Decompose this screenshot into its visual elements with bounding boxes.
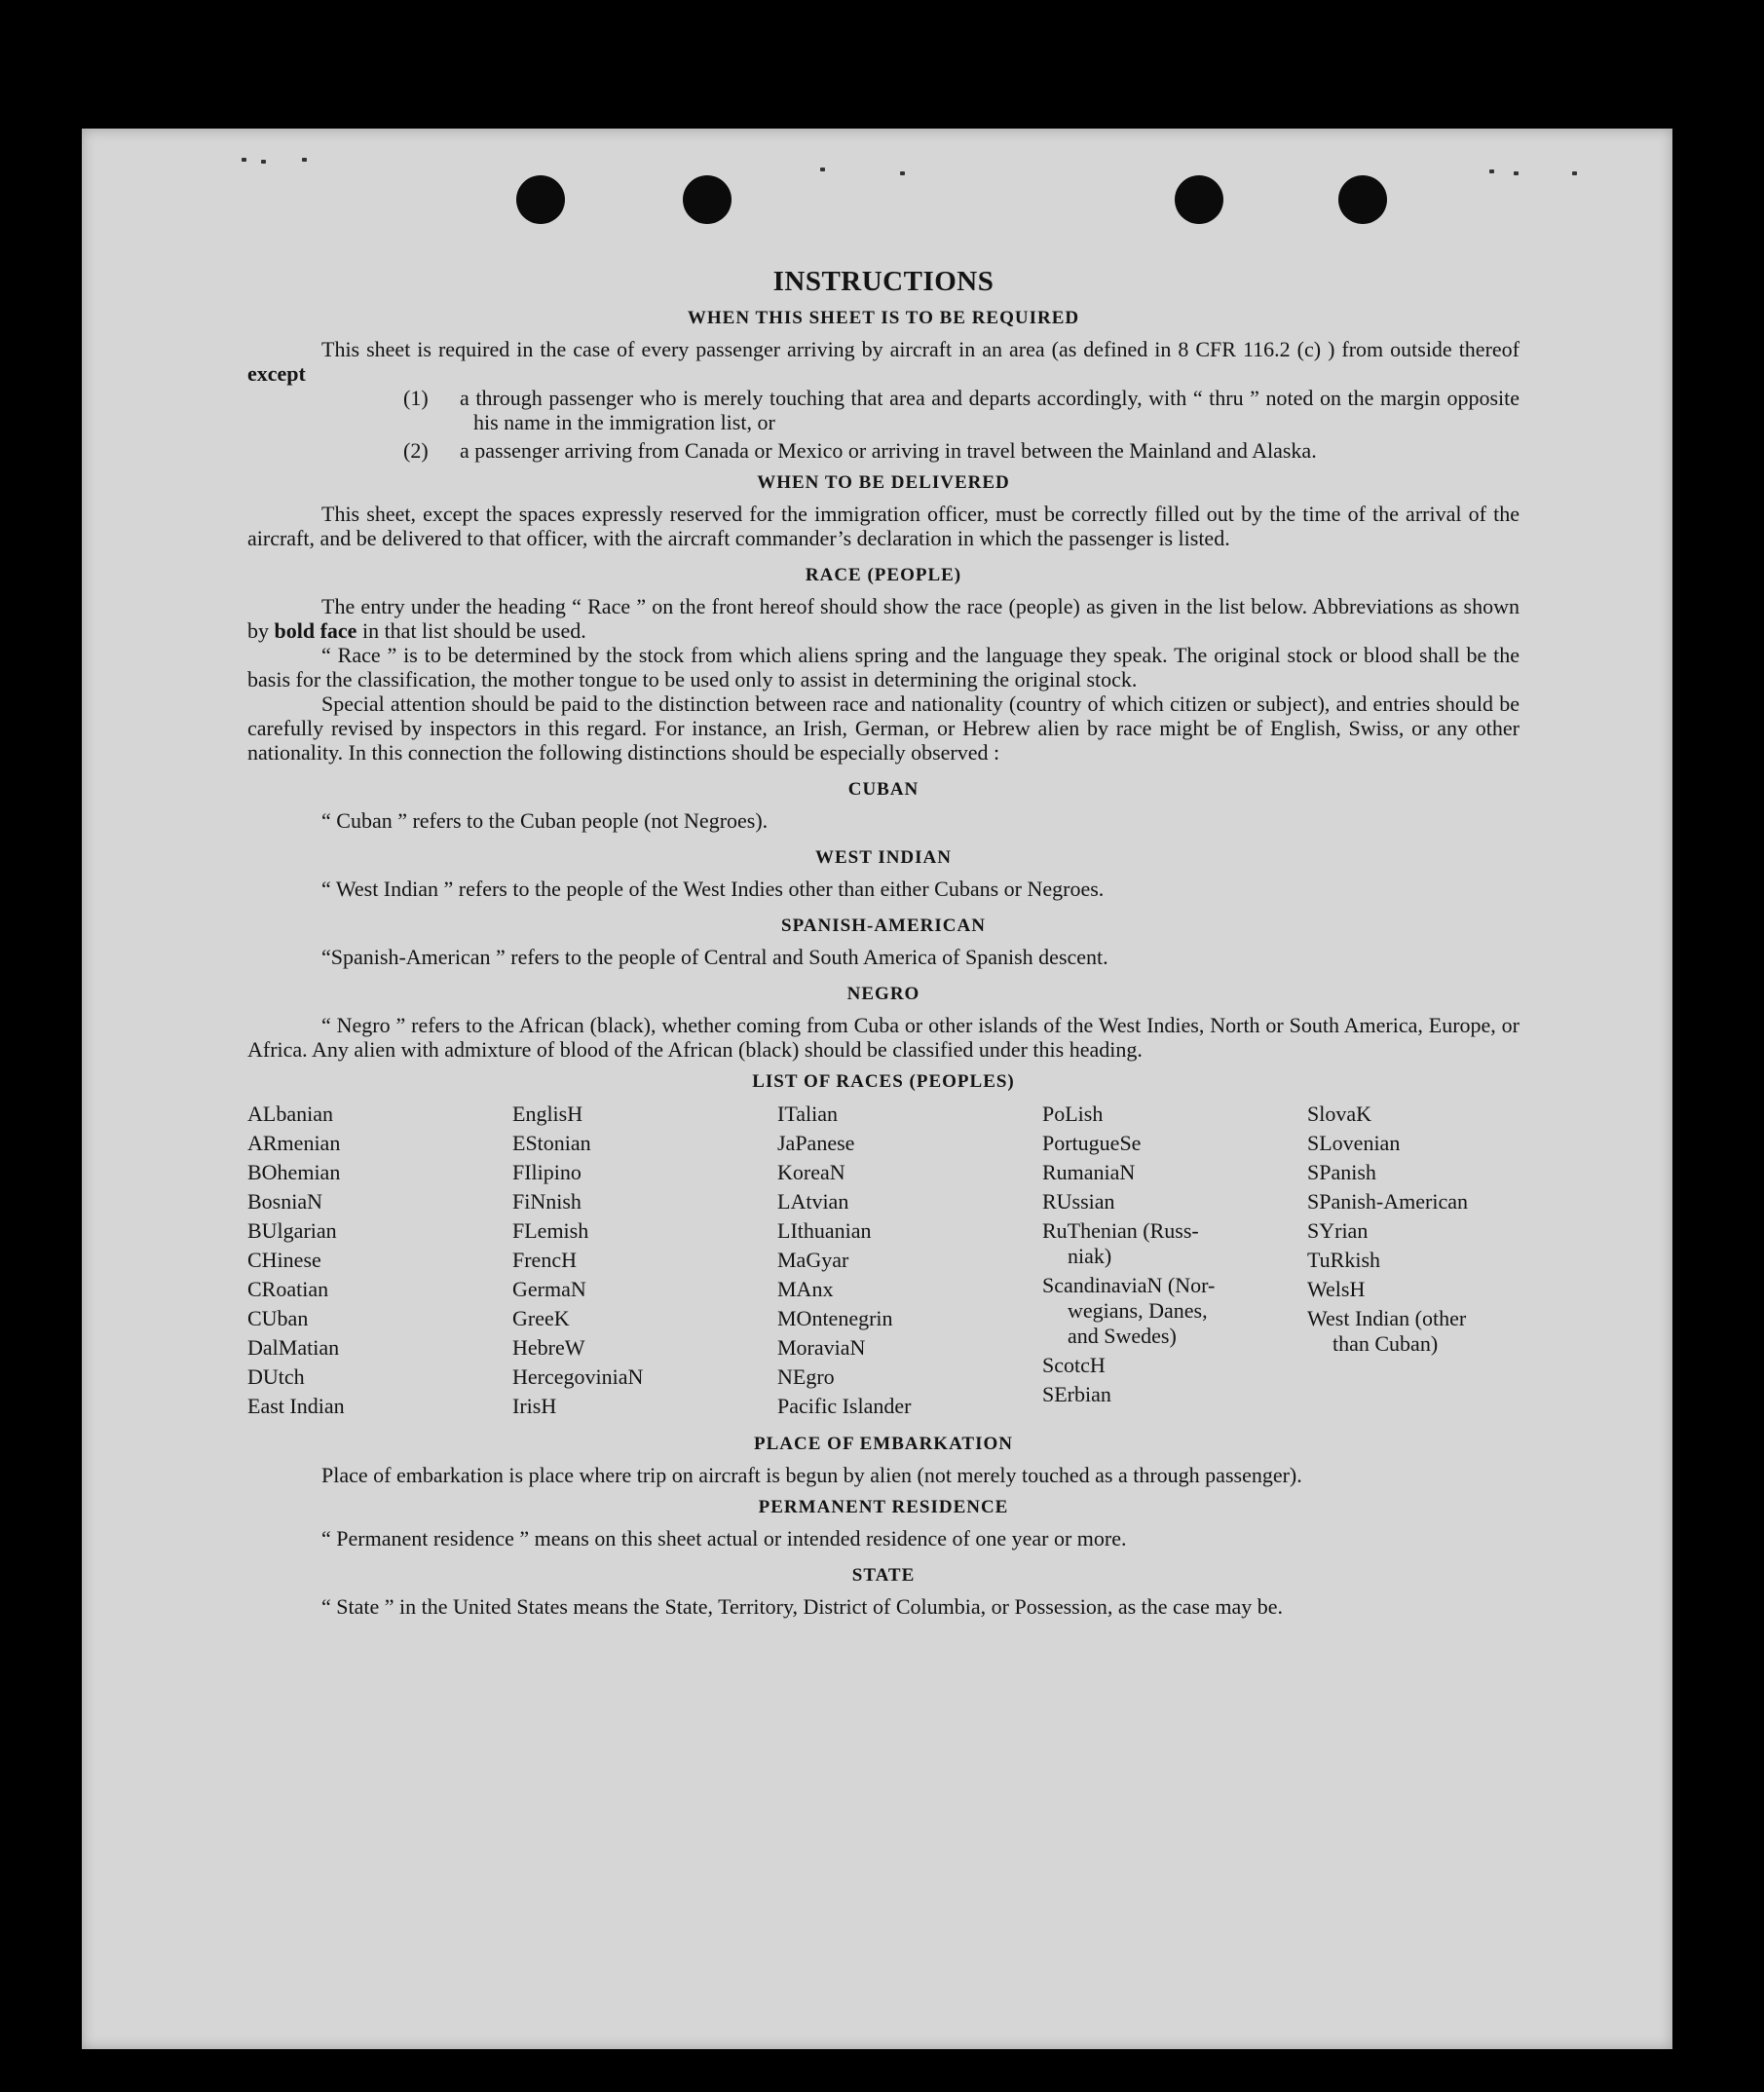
heading-list-of-races: LIST OF RACES (PEOPLES) — [752, 1071, 1015, 1092]
race-entry — [777, 1189, 1042, 1214]
race-column — [1042, 1102, 1307, 1423]
race-entry-text: West Indian (other — [1307, 1306, 1467, 1330]
race-entry — [777, 1335, 1042, 1361]
race-entry-text: SPanish-American — [1307, 1189, 1468, 1214]
race-entry — [1042, 1189, 1307, 1214]
race-entry — [1042, 1382, 1307, 1407]
race-entry — [247, 1335, 512, 1361]
race-column — [777, 1102, 1042, 1423]
race-entry — [1042, 1160, 1307, 1185]
race-entry-text: JaPanese — [777, 1131, 855, 1155]
instructions-body — [247, 265, 1520, 1619]
speck — [820, 168, 825, 171]
race-entry — [512, 1189, 777, 1214]
heading-when-required: WHEN THIS SHEET IS TO BE REQUIRED — [687, 308, 1080, 328]
race-entry — [1307, 1218, 1520, 1244]
race-text-bold: bold face — [274, 618, 357, 643]
race-entry — [1042, 1218, 1307, 1269]
race-entry-text: BUlgarian — [247, 1218, 337, 1243]
race-entry — [777, 1102, 1042, 1127]
race-entry — [512, 1248, 777, 1273]
paragraph-negro: “ Negro ” refers to the African (black), whether coming from Cuba or other islands of the West Indies, North or South America, Europe, or Africa. Any alien with admixture of blood of the African (black) should be classified under this heading. — [247, 1013, 1520, 1062]
race-text-before: The entry under the heading “ Race ” on the front hereof should show the race (people) as given in the list below. Abbreviations as shown by — [247, 594, 1520, 643]
race-entry — [777, 1248, 1042, 1273]
race-entry-text: RuThenian (Russ- — [1042, 1218, 1199, 1243]
race-entry-text: MOntenegrin — [777, 1306, 893, 1330]
race-entry-text: HercegoviniaN — [512, 1364, 644, 1389]
race-entry — [247, 1189, 512, 1214]
race-entry-text: IrisH — [512, 1394, 557, 1418]
race-entry-text: NEgro — [777, 1364, 835, 1389]
punch-hole — [683, 175, 732, 224]
race-entry-text: LIthuanian — [777, 1218, 872, 1243]
race-entry-text: PoLish — [1042, 1102, 1104, 1126]
speck — [1489, 169, 1494, 173]
race-column — [1307, 1102, 1520, 1423]
race-entry — [1042, 1353, 1307, 1378]
race-entry — [512, 1218, 777, 1244]
race-entry-text: CHinese — [247, 1248, 321, 1272]
race-entry-text: Pacific Islander — [777, 1394, 912, 1418]
race-list — [247, 1102, 1520, 1423]
race-column — [512, 1102, 777, 1423]
paragraph-embarkation: Place of embarkation is place where trip on aircraft is begun by alien (not merely touched as a through passenger). — [321, 1463, 1302, 1487]
race-entry — [512, 1306, 777, 1331]
race-entry — [777, 1131, 1042, 1156]
race-entry — [777, 1306, 1042, 1331]
speck — [302, 158, 307, 162]
race-entry-text: GreeK — [512, 1306, 570, 1330]
paragraph-permanent-residence: “ Permanent residence ” means on this sheet actual or intended residence of one year or more. — [321, 1526, 1127, 1550]
race-entry-text: ALbanian — [247, 1102, 333, 1126]
punch-hole — [516, 175, 565, 224]
paragraph-when-required — [247, 337, 1520, 386]
item-number: (1) — [403, 386, 429, 410]
race-entry-text: RUssian — [1042, 1189, 1115, 1214]
race-entry-text: niak) — [1068, 1244, 1112, 1268]
race-entry — [512, 1394, 777, 1419]
paragraph-state: “ State ” in the United States means the State, Territory, District of Columbia, or Possession, as the case may be. — [321, 1594, 1284, 1619]
paragraph-when-delivered: This sheet, except the spaces expressly reserved for the immigration officer, must be correctly filled out by the time of the arrival of the aircraft, and be delivered to that officer, with the aircraft commander’s declaration in which the passenger is listed. — [247, 502, 1520, 550]
speck — [242, 158, 246, 162]
race-entry-text: SPanish — [1307, 1160, 1376, 1184]
speck — [900, 171, 905, 175]
race-entry-text: BOhemian — [247, 1160, 341, 1184]
race-entry-text: FIlipino — [512, 1160, 582, 1184]
race-entry — [247, 1394, 512, 1419]
race-entry-text: than Cuban) — [1332, 1331, 1439, 1356]
race-entry — [247, 1218, 512, 1244]
race-entry — [777, 1277, 1042, 1302]
race-entry — [1307, 1248, 1520, 1273]
race-entry — [247, 1248, 512, 1273]
race-column — [247, 1102, 512, 1423]
race-entry — [1307, 1102, 1520, 1127]
race-entry-text: wegians, Danes, — [1068, 1298, 1208, 1323]
race-entry-text: SYrian — [1307, 1218, 1369, 1243]
speck — [1572, 171, 1577, 175]
race-entry — [1307, 1160, 1520, 1185]
race-entry — [512, 1335, 777, 1361]
race-entry-text: EnglisH — [512, 1102, 583, 1126]
race-entry-text: SErbian — [1042, 1382, 1111, 1406]
page-title: INSTRUCTIONS — [772, 266, 995, 297]
race-entry-text: ScotcH — [1042, 1353, 1106, 1377]
race-text-after: in that list should be used. — [361, 618, 586, 643]
heading-cuban: CUBAN — [847, 779, 920, 800]
speck — [1514, 171, 1519, 175]
punch-hole — [1175, 175, 1223, 224]
race-entry-text: LAtvian — [777, 1189, 849, 1214]
race-entry — [247, 1277, 512, 1302]
heading-spanish-american: SPANISH-AMERICAN — [781, 915, 986, 936]
race-entry-text: FLemish — [512, 1218, 589, 1243]
race-entry — [512, 1160, 777, 1185]
race-entry-text: MAnx — [777, 1277, 834, 1301]
race-entry-text: and Swedes) — [1068, 1324, 1177, 1348]
race-entry — [777, 1364, 1042, 1390]
heading-state: STATE — [851, 1565, 916, 1586]
heading-west-indian: WEST INDIAN — [815, 847, 952, 868]
item-text: a through passenger who is merely touching that area and departs accordingly, with “ thru ” noted on the margin opposite his name in the immigration list, or — [460, 386, 1520, 434]
race-entry — [247, 1160, 512, 1185]
paragraph-race-3: Special attention should be paid to the distinction between race and nationality (country of which citizen or subject), and entries should be carefully revised by inspectors in this regard. For instance, an Irish, German, or Hebrew alien by race might be of English, Swiss, or any other nationality. In this connection the following distinctions should be especially observed : — [247, 691, 1520, 765]
heading-embarkation: PLACE OF EMBARKATION — [754, 1434, 1013, 1454]
race-entry-text: EStonian — [512, 1131, 591, 1155]
race-entry — [777, 1160, 1042, 1185]
race-entry-text: CUban — [247, 1306, 309, 1330]
race-entry — [512, 1364, 777, 1390]
speck — [261, 160, 266, 164]
heading-race: RACE (PEOPLE) — [805, 565, 962, 585]
race-entry — [777, 1218, 1042, 1244]
race-entry — [1042, 1131, 1307, 1156]
exception-item-2 — [247, 438, 1520, 463]
race-entry — [247, 1102, 512, 1127]
race-entry — [512, 1131, 777, 1156]
race-entry — [1042, 1102, 1307, 1127]
race-entry — [1042, 1273, 1307, 1349]
paragraph-race-2: “ Race ” is to be determined by the stock from which aliens spring and the language they speak. The original stock or blood shall be the basis for the classification, the mother tongue to be used only to assist in determining the original stock. — [247, 643, 1520, 691]
intro-text: This sheet is required in the case of every passenger arriving by aircraft in an area (as defined in 8 CFR 116.2 (c) ) from outside thereof — [321, 337, 1520, 361]
paragraph-west-indian: “ West Indian ” refers to the people of the West Indies other than either Cubans or Negroes. — [321, 877, 1105, 901]
item-number: (2) — [403, 438, 429, 463]
item-text: a passenger arriving from Canada or Mexico or arriving in travel between the Mainland and Alaska. — [460, 438, 1317, 463]
race-entry — [512, 1277, 777, 1302]
race-entry — [247, 1364, 512, 1390]
intro-bold-text: except — [247, 361, 306, 386]
race-entry-text: BosniaN — [247, 1189, 322, 1214]
exception-item-1 — [247, 386, 1520, 434]
race-entry — [247, 1131, 512, 1156]
paragraph-spanish-american: “Spanish-American ” refers to the people of Central and South America of Spanish descent. — [321, 945, 1108, 969]
race-entry-text: FrencH — [512, 1248, 577, 1272]
heading-negro: NEGRO — [846, 984, 920, 1004]
heading-when-delivered: WHEN TO BE DELIVERED — [757, 472, 1010, 493]
race-entry-text: RumaniaN — [1042, 1160, 1136, 1184]
race-entry-text: PortugueSe — [1042, 1131, 1142, 1155]
race-entry — [1307, 1277, 1520, 1302]
punch-hole — [1338, 175, 1387, 224]
document-sheet — [82, 129, 1672, 2049]
race-entry-text: SLovenian — [1307, 1131, 1401, 1155]
race-entry-text: ITalian — [777, 1102, 838, 1126]
race-entry-text: ARmenian — [247, 1131, 341, 1155]
race-entry-text: DalMatian — [247, 1335, 340, 1360]
paragraph-race-1 — [247, 594, 1520, 643]
race-entry-text: GermaN — [512, 1277, 586, 1301]
race-entry — [1307, 1131, 1520, 1156]
race-entry-text: WelsH — [1307, 1277, 1366, 1301]
race-entry-text: HebreW — [512, 1335, 585, 1360]
race-entry — [777, 1394, 1042, 1419]
heading-permanent-residence: PERMANENT RESIDENCE — [758, 1497, 1009, 1517]
race-entry — [247, 1306, 512, 1331]
race-entry-text: TuRkish — [1307, 1248, 1381, 1272]
race-entry-text: KoreaN — [777, 1160, 845, 1184]
race-entry-text: DUtch — [247, 1364, 305, 1389]
race-entry-text: FiNnish — [512, 1189, 582, 1214]
race-entry-text: SlovaK — [1307, 1102, 1371, 1126]
race-entry — [1307, 1189, 1520, 1214]
race-entry-text: MoraviaN — [777, 1335, 866, 1360]
race-entry — [1307, 1306, 1520, 1357]
race-entry-text: MaGyar — [777, 1248, 849, 1272]
race-entry — [512, 1102, 777, 1127]
race-entry-text: East Indian — [247, 1394, 345, 1418]
race-entry-text: ScandinaviaN (Nor- — [1042, 1273, 1216, 1297]
race-entry-text: CRoatian — [247, 1277, 329, 1301]
paragraph-cuban: “ Cuban ” refers to the Cuban people (not Negroes). — [321, 808, 769, 833]
